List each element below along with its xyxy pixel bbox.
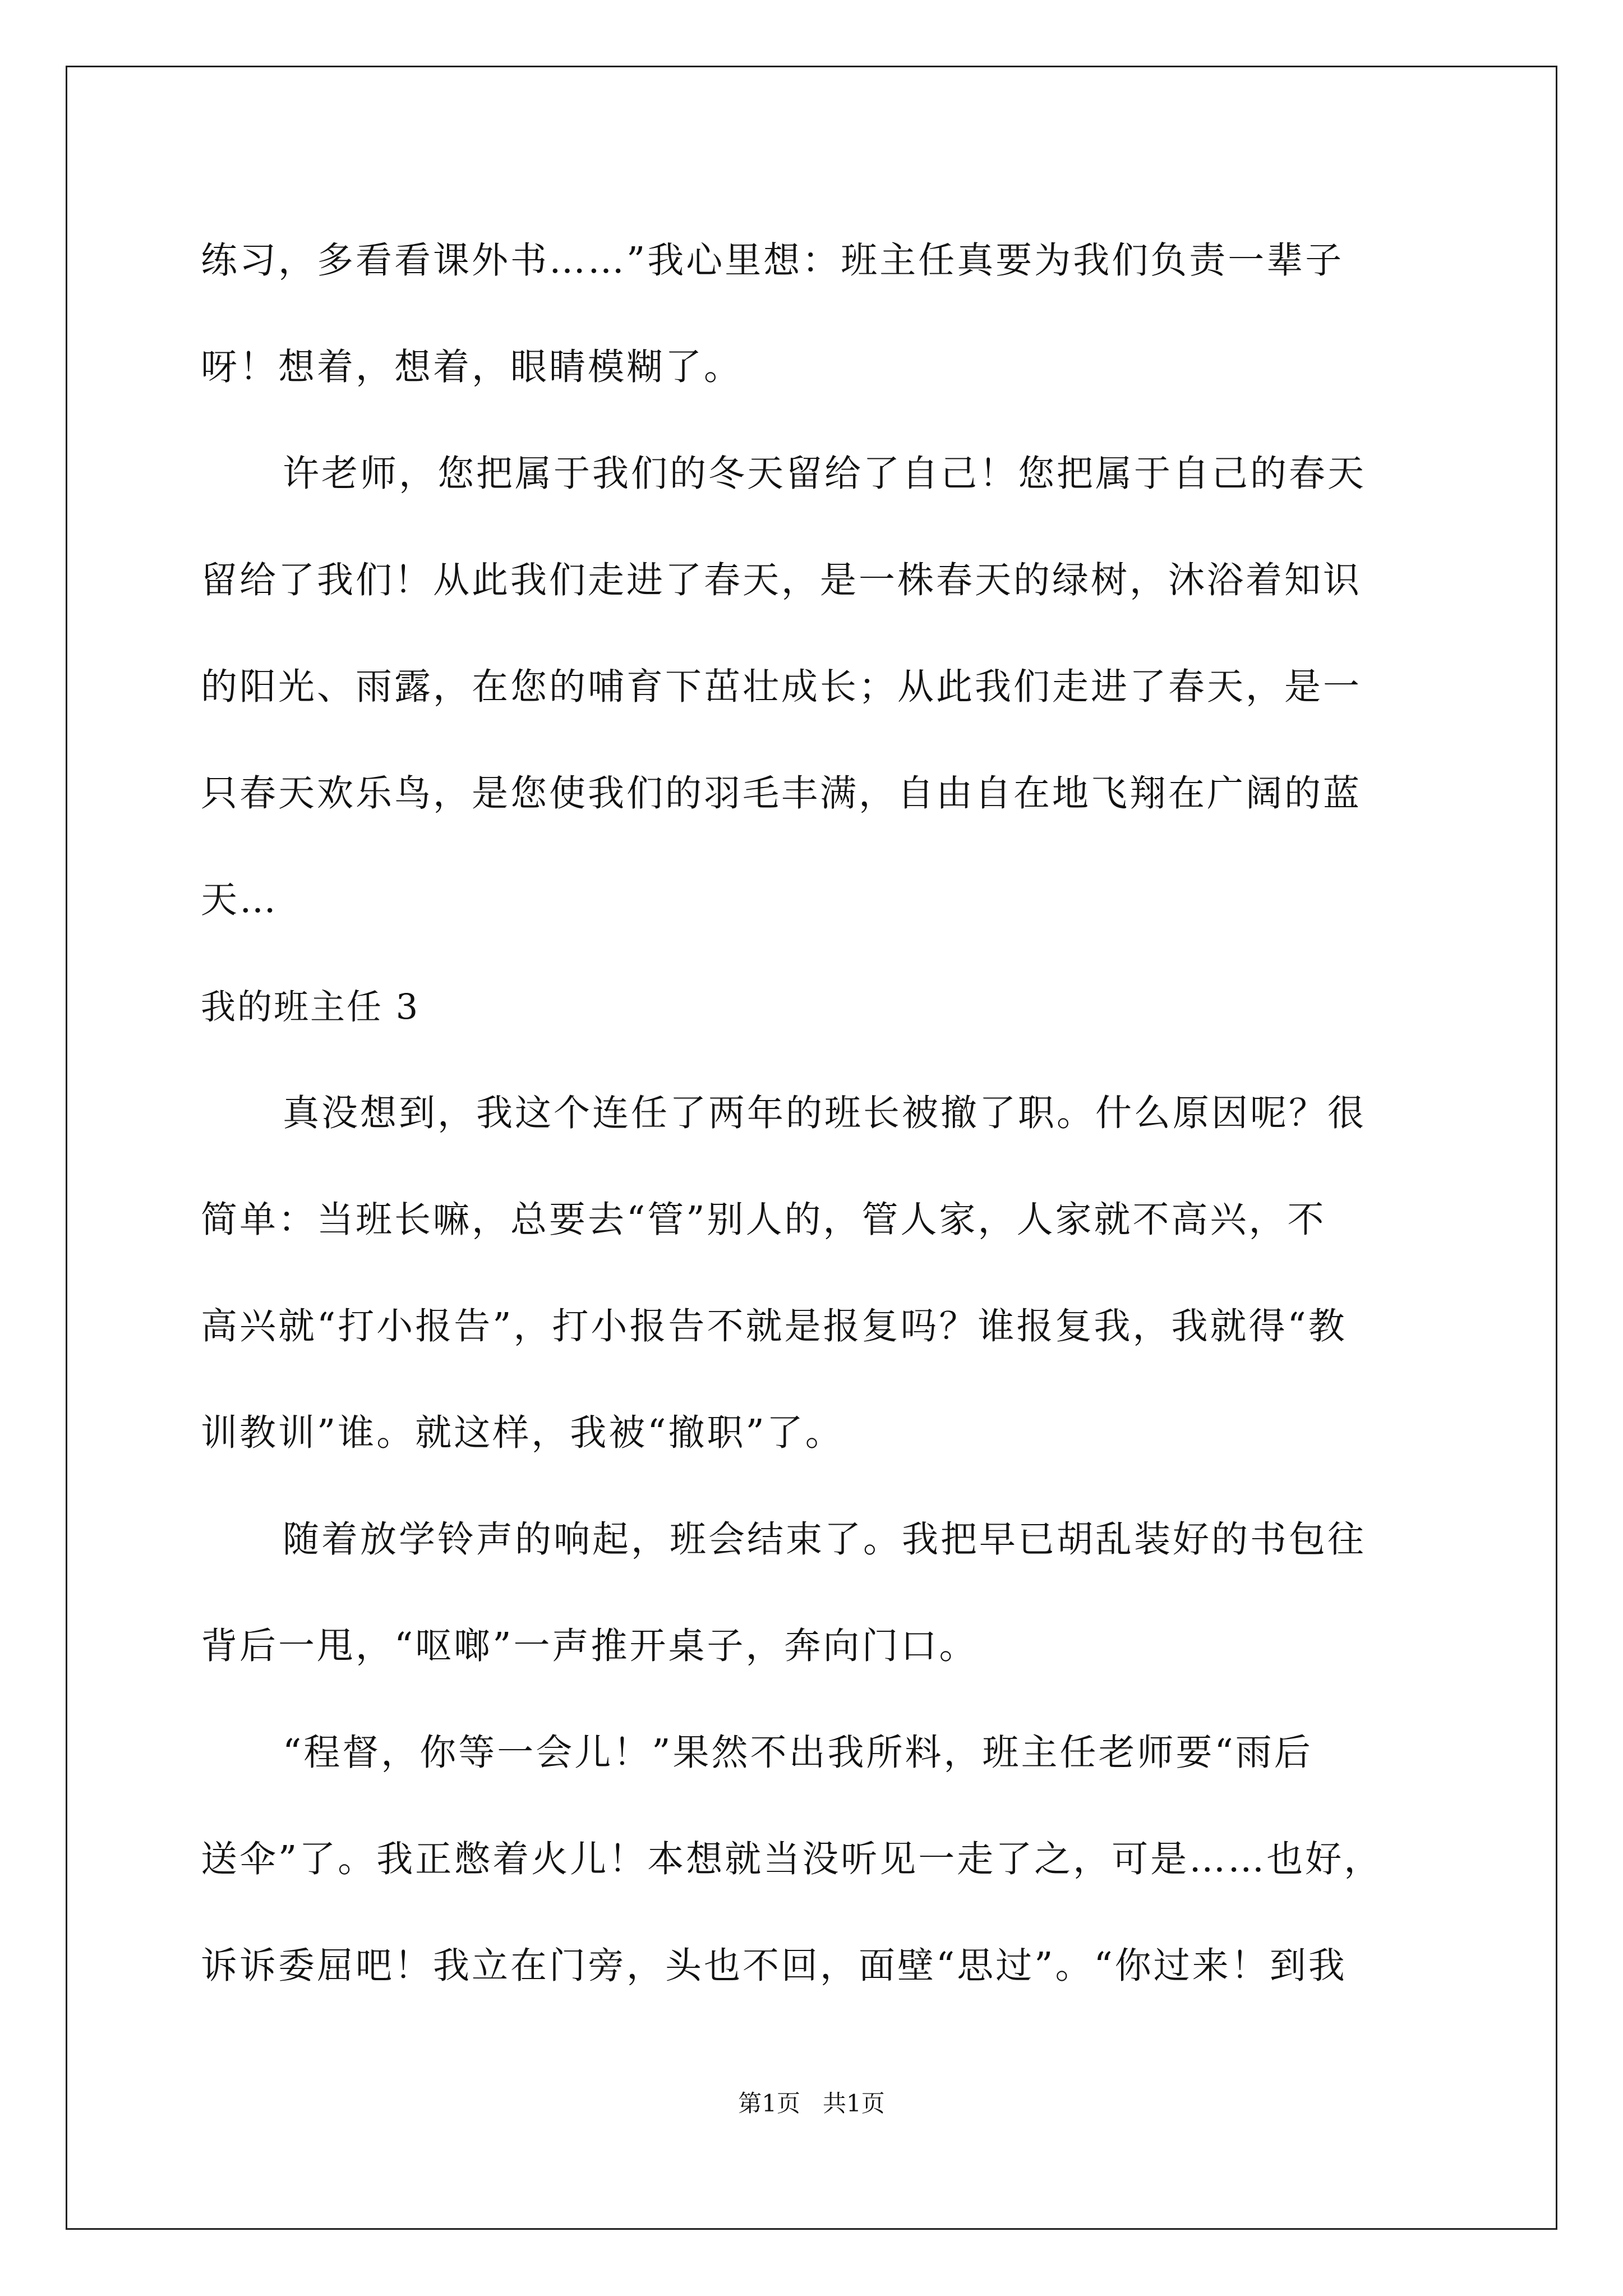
- document-body: [201, 208, 1426, 2019]
- paragraph-line: 许老师，您把属于我们的冬天留给了自己！您把属于自己的春天: [283, 453, 1367, 495]
- paragraph-line: 送伞”了。我正憋着火儿！本想就当没听见一走了之，可是……也好，: [201, 1838, 1383, 1880]
- paragraph-line: 的阳光、雨露，在您的哺育下茁壮成长；从此我们走进了春天，是一: [201, 666, 1362, 708]
- paragraph-line: 背后一甩，“呕啷”一声推开桌子，奔向门口。: [201, 1625, 978, 1667]
- paragraph-line: 只春天欢乐鸟，是您使我们的羽毛丰满，自由自在地飞翔在广阔的蓝: [201, 772, 1362, 815]
- section-heading: 我的班主任 3: [201, 986, 420, 1027]
- paragraph-line: 训教训”谁。就这样，我被“撤职”了。: [201, 1412, 844, 1454]
- paragraph-line: “程督，你等一会儿！”果然不出我所料，班主任老师要“雨后: [283, 1732, 1313, 1774]
- paragraph-line: 练习，多看看课外书……”我心里想：班主任真要为我们负责一辈子: [201, 240, 1344, 282]
- paragraph-line: 留给了我们！从此我们走进了春天，是一株春天的绿树，沐浴着知识: [201, 559, 1362, 601]
- paragraph-line: 高兴就“打小报告”，打小报告不就是报复吗？谁报复我，我就得“教: [201, 1305, 1347, 1347]
- paragraph-line: 天…: [201, 879, 279, 921]
- paragraph-line: 真没想到，我这个连任了两年的班长被撤了职。什么原因呢？很: [283, 1092, 1367, 1134]
- paragraph-line: 呀！想着，想着，眼睛模糊了。: [201, 346, 743, 388]
- page-footer: 第1页 共1页: [738, 2090, 885, 2117]
- paragraph-line: 随着放学铃声的响起，班会结束了。我把早已胡乱装好的书包往: [283, 1519, 1367, 1561]
- paragraph-line: 诉诉委屈吧！我立在门旁，头也不回，面壁“思过”。“你过来！到我: [201, 1945, 1347, 1987]
- paragraph-line: 简单：当班长嘛，总要去“管”别人的，管人家，人家就不高兴，不: [201, 1199, 1326, 1241]
